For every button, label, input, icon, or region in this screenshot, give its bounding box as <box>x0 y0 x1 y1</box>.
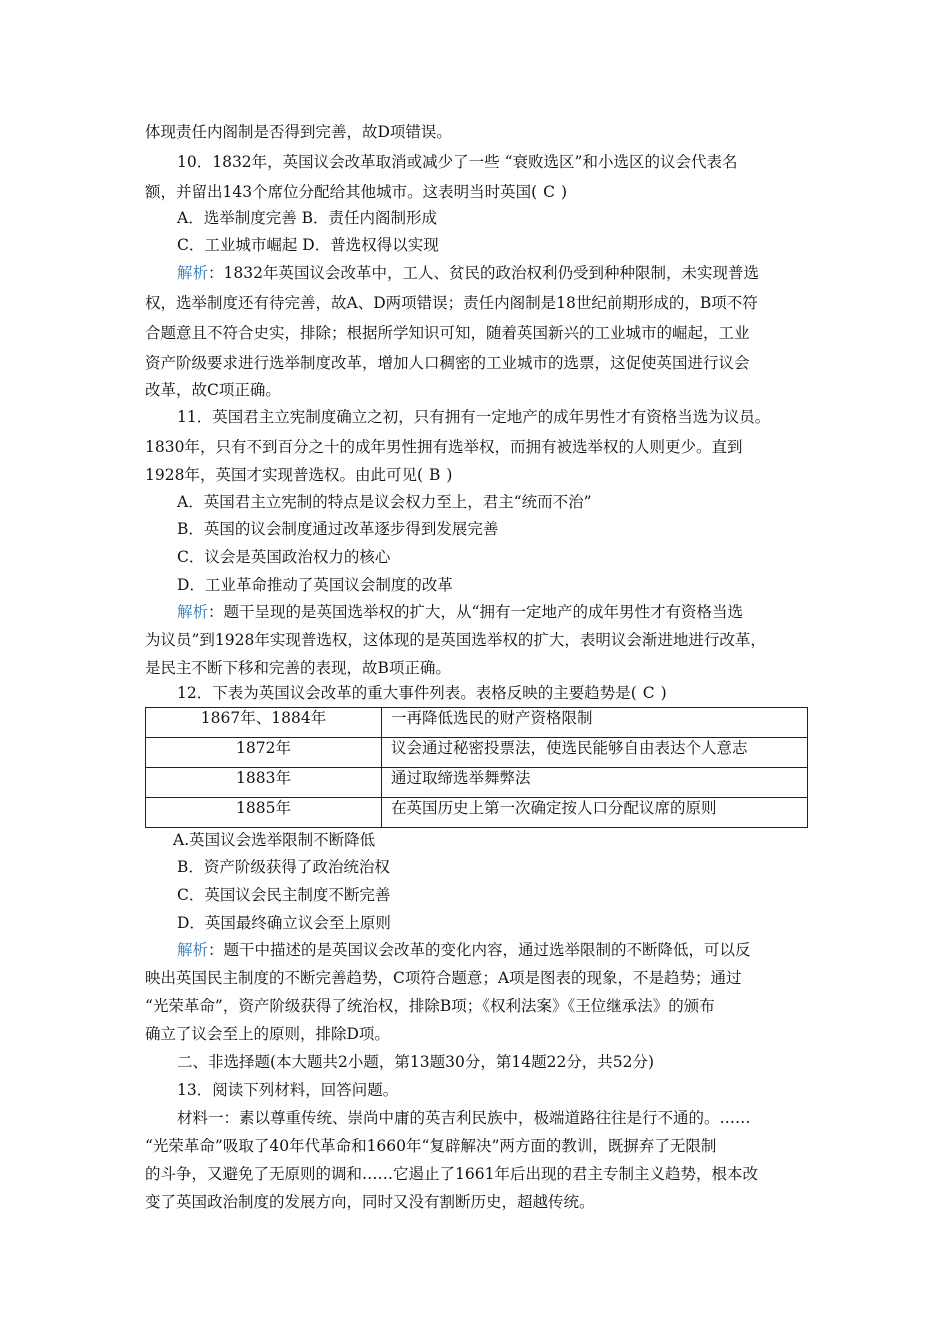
q12-analysis-line-1 <box>177 940 751 960</box>
q12-analysis-line-3: “光荣革命”，资产阶级获得了统治权，排除B项；《权利法案》《王位继承法》的颁布 <box>145 997 715 1015</box>
q11-analysis-line-1 <box>177 602 743 622</box>
table-cell-year: 1885年 <box>146 798 382 828</box>
table-cell-year: 1883年 <box>146 768 382 798</box>
q11-analysis-text: ：题干呈现的是英国选举权的扩大，从“拥有一定地产的成年男性才有资格当选 <box>208 603 743 621</box>
table-cell-event: 一再降低选民的财产资格限制 <box>382 708 808 738</box>
table-cell-event: 议会通过秘密投票法，使选民能够自由表达个人意志 <box>382 738 808 768</box>
q11-stem-close: ) <box>446 466 453 484</box>
q12-option-c: C．英国议会民主制度不断完善 <box>177 886 391 904</box>
q11-stem-line-1: 11．英国君主立宪制度确立之初，只有拥有一定地产的成年男性才有资格当选为议员。 <box>177 408 771 426</box>
q13-stem: 13．阅读下列材料，回答问题。 <box>177 1081 399 1099</box>
q11-option-a: A．英国君主立宪制的特点是议会权力至上，君主“统而不治” <box>177 493 592 511</box>
q10-analysis-line-2: 权，选举制度还有待完善，故A、D两项错误；责任内阁制是18世纪前期形成的，B项不符 <box>145 294 758 312</box>
q12-stem-line <box>177 683 667 703</box>
section-heading: 二、非选择题(本大题共2小题，第13题30分，第14题22分，共52分) <box>177 1053 655 1071</box>
q10-analysis-line-3: 合题意且不符合史实，排除；根据所学知识可知，随着英国新兴的工业城市的崛起，工业 <box>145 324 750 342</box>
analysis-label: 解析 <box>177 603 209 621</box>
q13-material-line-4: 变了英国政治制度的发展方向，同时又没有割断历史，超越传统。 <box>145 1193 595 1211</box>
q13-material-line-2: “光荣革命”吸取了40年代革命和1660年“复辟解决”两方面的教训，既摒弃了无限制 <box>145 1137 717 1155</box>
q11-stem-line-3 <box>145 465 452 485</box>
analysis-label: 解析 <box>177 264 209 282</box>
q12-option-d: D．英国最终确立议会至上原则 <box>177 914 391 932</box>
q13-material-line-3: 的斗争，又避免了无原则的调和……它遏止了1661年后出现的君主专制主义趋势，根本改 <box>145 1165 758 1183</box>
table-cell-year: 1872年 <box>146 738 382 768</box>
q10-stem-line-1: 10．1832年，英国议会改革取消或减少了一些 “衰败选区”和小选区的议会代表名 <box>177 153 738 171</box>
table-cell-event: 通过取缔选举舞弊法 <box>382 768 808 798</box>
reform-events-table <box>145 707 808 828</box>
q11-option-b: B．英国的议会制度通过改革逐步得到发展完善 <box>177 520 499 538</box>
q12-analysis-line-4: 确立了议会至上的原则，排除D项。 <box>145 1025 390 1043</box>
analysis-label: 解析 <box>177 941 209 959</box>
q10-stem-line-2 <box>145 182 567 202</box>
table-row <box>146 798 808 828</box>
q11-stem-line-2: 1830年，只有不到百分之十的成年男性拥有选举权，而拥有被选举权的人则更少。直到 <box>145 438 743 456</box>
q12-option-b: B．资产阶级获得了政治统治权 <box>177 858 390 876</box>
q11-stem-text: 1928年，英国才实现普选权。由此可见( <box>145 466 423 484</box>
q10-analysis-line-5: 改革，故C项正确。 <box>145 381 281 399</box>
q13-material-line-1: 材料一：素以尊重传统、崇尚中庸的英吉利民族中，极端道路往往是行不通的。…… <box>177 1109 751 1127</box>
q10-stem-text: 额，并留出143个席位分配给其他城市。这表明当时英国( <box>145 183 538 201</box>
intro-line: 体现责任内阁制是否得到完善，故D项错误。 <box>145 123 452 141</box>
q12-analysis-text: ：题干中描述的是英国议会改革的变化内容，通过选举限制的不断降低，可以反 <box>208 941 751 959</box>
table-cell-event: 在英国历史上第一次确定按人口分配议席的原则 <box>382 798 808 828</box>
table-cell-year: 1867年、1884年 <box>146 708 382 738</box>
q12-option-a: A.英国议会选举限制不断降低 <box>173 831 376 849</box>
q12-stem-text: 12．下表为英国议会改革的重大事件列表。表格反映的主要趋势是( <box>177 684 637 702</box>
q10-stem-close: ) <box>561 183 568 201</box>
q10-options-row-2: C．工业城市崛起 D．普选权得以实现 <box>177 236 439 254</box>
q10-answer: C <box>543 183 556 201</box>
q11-analysis-line-2: 为议员”到1928年实现普选权，这体现的是英国选举权的扩大，表明议会渐进地进行改革， <box>145 631 766 649</box>
table-row <box>146 708 808 738</box>
q11-answer: B <box>429 466 441 484</box>
q11-analysis-line-3: 是民主不断下移和完善的表现，故B项正确。 <box>145 659 451 677</box>
q12-analysis-line-2: 映出英国民主制度的不断完善趋势，C项符合题意；A项是图表的现象，不是趋势；通过 <box>145 969 742 987</box>
q10-options-row-1: A．选举制度完善 B．责任内阁制形成 <box>177 209 438 227</box>
table-row <box>146 738 808 768</box>
q11-option-d: D．工业革命推动了英国议会制度的改革 <box>177 576 453 594</box>
q10-analysis-line-1 <box>177 263 759 283</box>
q12-answer: C <box>642 684 655 702</box>
q12-stem-close: ) <box>660 684 667 702</box>
q11-option-c: C．议会是英国政治权力的核心 <box>177 548 391 566</box>
q10-analysis-text: ：1832年英国议会改革中，工人、贫民的政治权利仍受到种种限制，未实现普选 <box>208 264 759 282</box>
q10-analysis-line-4: 资产阶级要求进行选举制度改革，增加人口稠密的工业城市的选票，这促使英国进行议会 <box>145 354 750 372</box>
table-row <box>146 768 808 798</box>
